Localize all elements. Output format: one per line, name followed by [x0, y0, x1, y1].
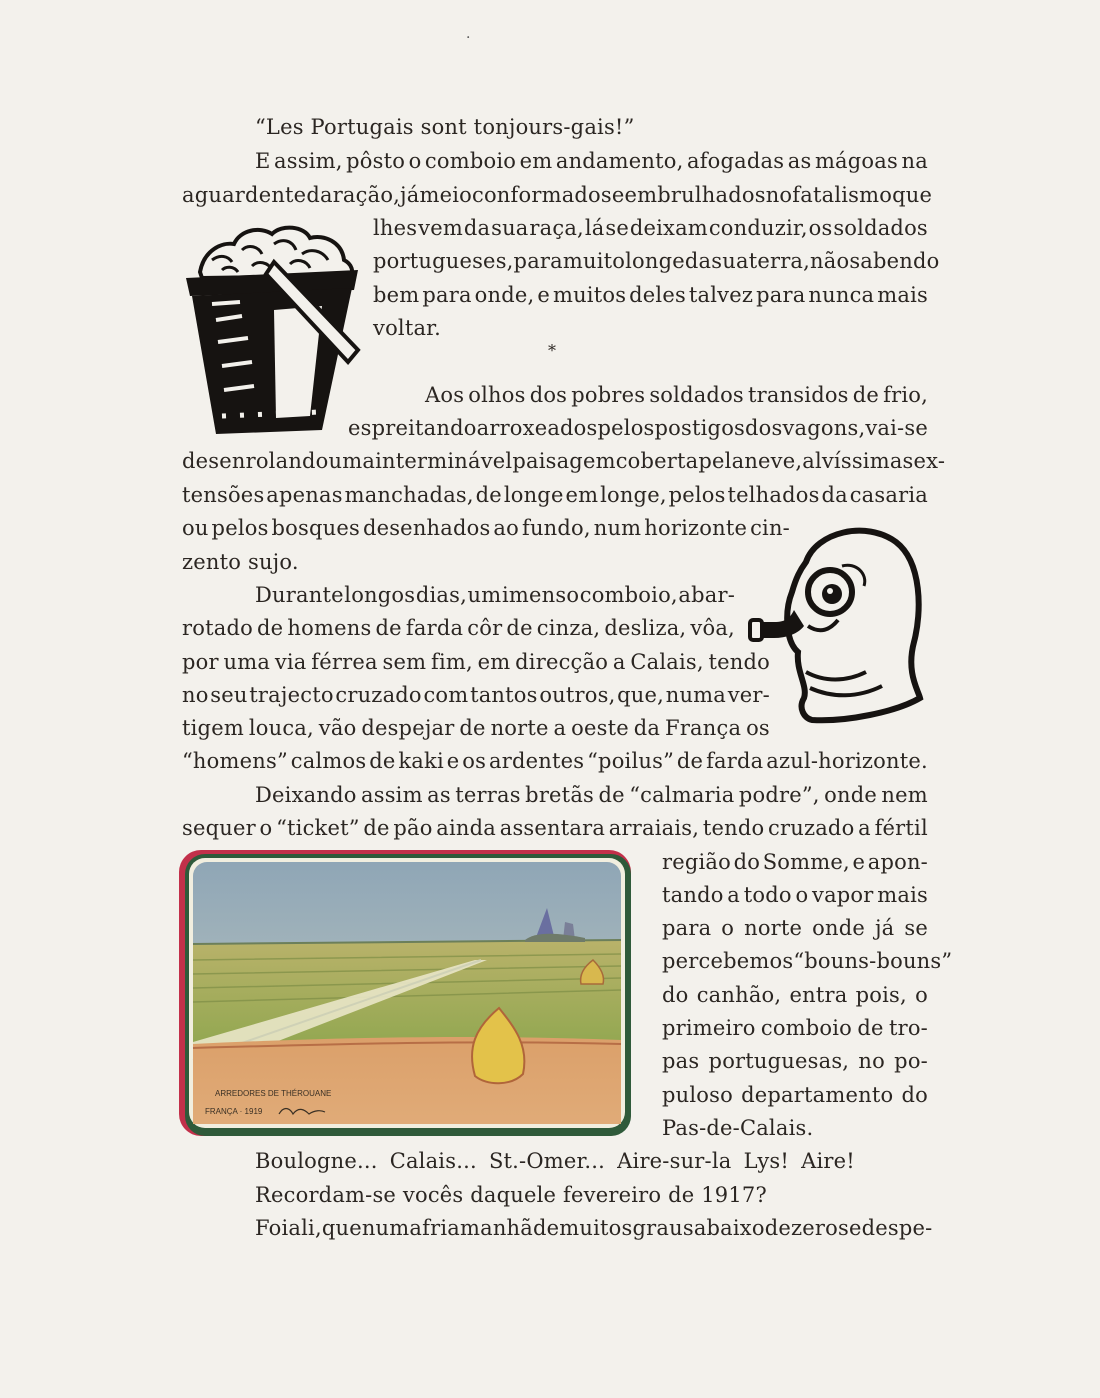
text-line	[182, 647, 770, 677]
word: deixam	[629, 216, 708, 240]
word: sequer	[182, 816, 256, 840]
word: em	[565, 483, 599, 507]
text-line	[255, 580, 735, 610]
text-line	[255, 146, 928, 176]
word: casaria	[849, 483, 928, 507]
word: meio	[419, 183, 472, 207]
word: no	[858, 1049, 885, 1073]
painting-caption: ARREDORES DE THÉROUANE	[215, 1089, 332, 1098]
word: mais	[877, 283, 928, 307]
word: de	[506, 616, 533, 640]
word: por	[182, 650, 219, 674]
word: sabendo	[849, 249, 940, 273]
word: Aos	[425, 383, 465, 407]
word: arraiais,	[608, 816, 700, 840]
word: trajecto	[249, 683, 334, 707]
word: conformados	[472, 183, 612, 207]
word: onde	[812, 916, 865, 940]
word: em	[477, 650, 511, 674]
word: bem	[373, 283, 420, 307]
word: postigos	[654, 416, 746, 440]
word: despejar	[361, 716, 455, 740]
word: muito	[562, 249, 626, 273]
text-line	[662, 980, 928, 1010]
word: vem	[418, 216, 463, 240]
word: oeste	[571, 716, 629, 740]
word: dias,	[415, 583, 467, 607]
word: ex-	[913, 449, 946, 473]
text-line	[182, 680, 770, 710]
word: os	[746, 716, 770, 740]
text-line: Recordam-se vocês daquele fevereiro de 1917?	[255, 1183, 767, 1207]
word: coberta	[615, 449, 699, 473]
word: fim,	[430, 650, 473, 674]
word: os	[808, 216, 833, 240]
word: a	[612, 650, 626, 674]
word: vagons,	[782, 416, 866, 440]
word: entra	[789, 983, 848, 1007]
word: de	[857, 1016, 884, 1040]
word: o	[915, 983, 928, 1007]
word: para	[513, 249, 563, 273]
word: pôsto	[346, 149, 406, 173]
word: olhos	[468, 383, 526, 407]
word: raça,	[529, 216, 584, 240]
word: ver-	[727, 683, 770, 707]
word: todo	[743, 883, 792, 907]
word: longos	[344, 583, 416, 607]
word: o	[721, 916, 735, 940]
word: outros,	[539, 683, 616, 707]
word: norte	[744, 916, 803, 940]
text-line	[182, 480, 928, 510]
word: assim	[361, 783, 423, 807]
word: zero	[790, 1216, 838, 1240]
word: de	[676, 749, 704, 773]
word: Calais,	[630, 650, 704, 674]
word: portugueses,	[373, 249, 514, 273]
word: longe	[625, 249, 685, 273]
word: Boulogne...	[255, 1149, 378, 1173]
word: ração,	[332, 183, 401, 207]
word: se	[605, 216, 629, 240]
word: “bouns-bouns”	[793, 949, 953, 973]
word: vôa,	[690, 616, 735, 640]
word: numa	[665, 683, 727, 707]
word: pois,	[855, 983, 907, 1007]
word: de	[375, 616, 402, 640]
word: assim,	[274, 149, 343, 173]
gas-mask-icon	[746, 522, 926, 732]
word: que,	[617, 683, 665, 707]
word: do	[733, 850, 761, 874]
word: dos	[745, 416, 783, 440]
text-line	[373, 213, 928, 243]
word: fundo,	[521, 516, 591, 540]
word: Foi	[255, 1216, 289, 1240]
word: onde	[824, 783, 877, 807]
word: o	[259, 816, 273, 840]
word: puloso	[662, 1083, 733, 1107]
word: paisagem	[512, 449, 616, 473]
word: no	[765, 183, 793, 207]
word: fértil	[874, 816, 928, 840]
word: soldados	[833, 216, 928, 240]
word: de	[764, 1216, 791, 1240]
word: “poilus”	[587, 749, 675, 773]
word: sem	[382, 650, 427, 674]
word: assentara	[499, 816, 606, 840]
word: despe-	[861, 1216, 933, 1240]
word: direcção	[515, 650, 609, 674]
word: lhes	[373, 216, 418, 240]
word: não	[810, 249, 850, 273]
word: louca,	[248, 716, 314, 740]
word: mágoas	[814, 149, 898, 173]
word: canhão,	[696, 983, 782, 1007]
word: para	[756, 283, 806, 307]
word: tendo	[702, 816, 765, 840]
word: afogadas	[686, 149, 785, 173]
word: sua	[711, 249, 749, 273]
painting-caption: FRANÇA · 1919	[205, 1107, 263, 1116]
word: férrea	[311, 650, 378, 674]
word: de	[459, 716, 486, 740]
word: muitos	[559, 1216, 633, 1240]
word: po-	[894, 1049, 928, 1073]
word: homens	[287, 616, 372, 640]
text-line	[662, 880, 928, 910]
word: andamento,	[555, 149, 684, 173]
word: primeiro	[662, 1016, 756, 1040]
text-line	[182, 746, 928, 776]
word: côr	[467, 616, 503, 640]
word: “ticket”	[276, 816, 360, 840]
word: a	[858, 816, 871, 840]
word: pelos	[211, 516, 269, 540]
word: se	[904, 916, 928, 940]
word: na	[901, 149, 928, 173]
text-line	[182, 180, 933, 210]
word: já	[874, 916, 895, 940]
word: manhã	[459, 1216, 533, 1240]
text-line	[182, 813, 928, 843]
word: a	[727, 883, 741, 907]
text-line	[373, 280, 928, 310]
word: a	[553, 716, 567, 740]
word: transidos	[747, 383, 849, 407]
word: cin-	[750, 516, 790, 540]
word: aguardente	[182, 183, 307, 207]
text-line: zento sujo.	[182, 550, 299, 574]
text-line	[182, 446, 946, 476]
word: interminável	[375, 449, 513, 473]
word: manchadas,	[344, 483, 474, 507]
word: terras	[455, 783, 521, 807]
word: desliza,	[604, 616, 687, 640]
word: pobres	[571, 383, 646, 407]
word: bretãs	[525, 783, 595, 807]
word: tendo	[708, 650, 770, 674]
word: região	[662, 850, 731, 874]
text-line	[662, 847, 928, 877]
word: o	[795, 883, 809, 907]
word: da	[821, 483, 848, 507]
word: terra,	[748, 249, 811, 273]
word: de	[363, 816, 390, 840]
word: fatalismo	[792, 183, 893, 207]
word: Calais...	[389, 1149, 477, 1173]
word: se	[837, 1216, 862, 1240]
word: para	[662, 916, 712, 940]
word: da	[684, 249, 712, 273]
word: pelos	[668, 483, 726, 507]
word: cruzado	[335, 683, 422, 707]
word: de	[257, 616, 284, 640]
word: as	[787, 149, 812, 173]
word: E	[255, 149, 271, 173]
word: comboio	[424, 149, 517, 173]
word: conduzir,	[708, 216, 808, 240]
text-line	[425, 380, 928, 410]
word: alvíssimas	[802, 449, 914, 473]
word: portuguesas,	[708, 1049, 850, 1073]
word: um	[467, 583, 502, 607]
word: talvez	[688, 283, 754, 307]
word: horizonte	[644, 516, 748, 540]
word: imenso	[501, 583, 580, 607]
word: abaixo	[693, 1216, 765, 1240]
text-line: Pas-de-Calais.	[662, 1116, 814, 1140]
word: lá	[584, 216, 605, 240]
word: azul-horizonte.	[766, 749, 928, 773]
word: kaki	[398, 749, 444, 773]
text-line	[182, 613, 735, 643]
word: no	[182, 683, 209, 707]
word: longe,	[600, 483, 667, 507]
word: percebem	[662, 949, 770, 973]
word: ali,	[288, 1216, 322, 1240]
word: abar-	[678, 583, 735, 607]
word: Lys!	[743, 1149, 790, 1173]
word: num	[593, 516, 642, 540]
word: arroxeados	[476, 416, 598, 440]
word: de	[598, 783, 625, 807]
word: calmos	[290, 749, 367, 773]
word: rotado	[182, 616, 253, 640]
word: desenrolando	[182, 449, 329, 473]
bucket-icon	[182, 220, 362, 440]
word: vapor	[812, 883, 874, 907]
word: graus	[632, 1216, 694, 1240]
word: neve,	[744, 449, 803, 473]
word: apon-	[867, 850, 928, 874]
word: frio,	[883, 383, 928, 407]
word: espreitando	[348, 416, 477, 440]
text-line	[255, 1213, 933, 1243]
word: já	[400, 183, 420, 207]
word: da	[633, 716, 661, 740]
word: seu	[210, 683, 248, 707]
text-line: voltar.	[373, 316, 441, 340]
landscape-painting	[175, 848, 635, 1140]
word: nunca	[808, 283, 875, 307]
word: farda	[706, 749, 764, 773]
word: do	[901, 1083, 928, 1107]
page-mark: ·	[466, 30, 471, 46]
word: que	[892, 183, 933, 207]
text-line	[182, 713, 770, 743]
word: podre”,	[738, 783, 820, 807]
word: Deixando	[255, 783, 357, 807]
word: e	[537, 283, 550, 307]
word: de	[475, 483, 502, 507]
text-line	[662, 1046, 928, 1076]
word: uma	[328, 449, 376, 473]
word: apenas	[266, 483, 343, 507]
word: soldados	[649, 383, 744, 407]
word: pão	[393, 816, 433, 840]
word: comboio,	[579, 583, 678, 607]
word: para	[422, 283, 472, 307]
word: departamento	[741, 1083, 894, 1107]
word: tigem	[182, 716, 244, 740]
word: Aire!	[801, 1149, 855, 1173]
word: farda	[405, 616, 464, 640]
text-line: “Les Portugais sont tonjours-gais!”	[255, 115, 635, 139]
word: vão	[318, 716, 357, 740]
word: longe	[503, 483, 564, 507]
text-line	[182, 513, 790, 543]
section-separator: *	[548, 341, 557, 360]
word: as	[427, 783, 451, 807]
word: comboio	[760, 1016, 853, 1040]
word: tantos	[470, 683, 538, 707]
word: bosques	[271, 516, 360, 540]
word: vai-se	[865, 416, 928, 440]
word: dos	[529, 383, 568, 407]
word: em	[519, 149, 553, 173]
word: onde,	[474, 283, 535, 307]
word: ainda	[436, 816, 497, 840]
word: com	[423, 683, 469, 707]
word: e	[446, 749, 460, 773]
word: Aire-sur-la	[617, 1149, 732, 1173]
word: cruzado	[768, 816, 855, 840]
word: nem	[881, 783, 928, 807]
word: de	[852, 383, 880, 407]
word: muitos	[552, 283, 627, 307]
text-line	[255, 780, 928, 810]
word: o	[408, 149, 422, 173]
word: numa	[361, 1216, 423, 1240]
word: de	[533, 1216, 560, 1240]
word: norte	[490, 716, 549, 740]
word: via	[274, 650, 307, 674]
word: ardentes	[489, 749, 585, 773]
word: de	[369, 749, 396, 773]
text-line	[662, 913, 928, 943]
word: Durante	[255, 583, 344, 607]
word: ou	[182, 516, 209, 540]
word: que	[321, 1216, 362, 1240]
word: tensões	[182, 483, 265, 507]
word: da	[463, 216, 491, 240]
word: ao	[493, 516, 519, 540]
word: telhados	[727, 483, 820, 507]
word: da	[306, 183, 333, 207]
word: tando	[662, 883, 724, 907]
word: pas	[662, 1049, 700, 1073]
word: França	[665, 716, 742, 740]
word: deles	[629, 283, 686, 307]
word: tro-	[888, 1016, 928, 1040]
text-line	[662, 1080, 928, 1110]
word: Somme,	[762, 850, 850, 874]
word: os	[462, 749, 487, 773]
word: pelos	[597, 416, 655, 440]
word: sua	[491, 216, 529, 240]
word: e	[852, 850, 866, 874]
word: os	[769, 949, 794, 973]
word: St.-Omer...	[488, 1149, 606, 1173]
word: mais	[877, 883, 928, 907]
text-line	[662, 1013, 928, 1043]
word: cinza,	[536, 616, 601, 640]
text-line	[662, 946, 953, 976]
word: fria	[422, 1216, 460, 1240]
text-line	[348, 413, 928, 443]
word: uma	[223, 650, 271, 674]
word: desenhados	[362, 516, 491, 540]
word: do	[662, 983, 689, 1007]
word: “calmaria	[629, 783, 735, 807]
text-line	[373, 246, 940, 276]
word: embrulhados	[624, 183, 766, 207]
word: pela	[698, 449, 745, 473]
word: “homens”	[182, 749, 288, 773]
text-line	[255, 1146, 855, 1176]
word: e	[611, 183, 625, 207]
